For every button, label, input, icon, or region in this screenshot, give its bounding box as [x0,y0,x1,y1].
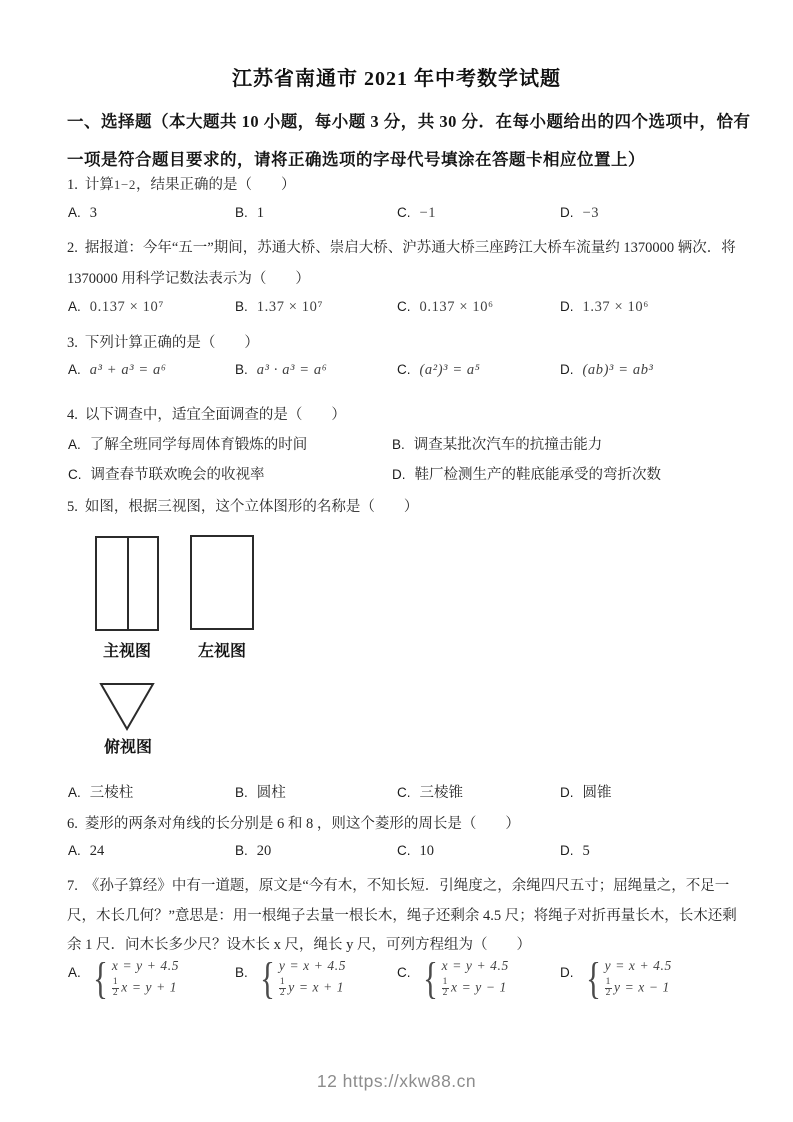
fraction-numerator: 1 [442,977,448,988]
question-3-number: 3. [67,335,78,351]
option-label: A. [68,362,81,377]
question-7-stem-line1 [67,874,729,895]
question-7-option-c [397,954,509,1003]
question-1-option-c [397,205,436,222]
option-text: 调查春节联欢晚会的收视率 [90,467,265,483]
option-text: 鞋厂检测生产的鞋底能承受的弯折次数 [414,467,661,483]
front-view-divider-line [127,538,129,629]
option-text: 24 [89,843,105,859]
option-text: 圆柱 [256,785,286,801]
fraction-numerator: 1 [605,977,611,988]
question-5-options [0,781,793,807]
question-5-option-d [560,781,612,802]
left-view-figure [190,535,254,630]
option-label: B. [235,205,248,220]
option-label: B. [235,843,248,858]
page-footer: 12 https://xkw88.cn [316,1071,477,1091]
option-label: A. [68,437,81,452]
option-text: 1.37 × 10⁶ [582,299,649,315]
question-5-stem [67,495,418,516]
fraction-numerator: 1 [279,977,286,988]
question-3-option-d [560,362,654,379]
equation-2-rhs: = y − 1 [461,979,507,995]
fraction-one-half [112,978,119,999]
option-label: A. [68,785,81,800]
question-3-option-c [397,362,480,379]
option-text: 3 [89,205,98,221]
option-label: B. [235,785,248,800]
equation-2 [605,978,672,999]
question-1-options [0,205,793,231]
question-4-text: 以下调查中，适宜全面调查的是（ ） [84,407,346,423]
option-label: C. [397,205,411,220]
option-text: (a²)³ = a⁵ [419,362,481,378]
equation-2-variable: y [613,979,621,995]
equation-2-variable: x [121,979,128,995]
question-7-stem-line3: 余 1 尺．问木长多少尺？设木长 x 尺，绳长 y 尺，可列方程组为（ ） [67,937,531,953]
option-label: A. [68,843,81,858]
question-6-text: 菱形的两条对角线的长分别是 6 和 8 ，则这个菱形的周长是（ ） [84,816,520,832]
question-6-option-c [397,843,434,860]
question-1-text-pre: 计算 [84,177,114,193]
option-text: 0.137 × 10⁷ [89,299,164,315]
question-7-option-d [560,954,672,1003]
option-label: C. [397,299,411,314]
question-5-option-c [397,781,463,802]
option-text: (ab)³ = ab³ [582,362,654,378]
option-text: a³ + a³ = a⁶ [89,362,167,378]
question-2-options [0,299,793,325]
equation-system [90,954,180,1003]
option-label: D. [560,362,574,377]
fraction-one-half [279,978,286,999]
top-view-label: 俯视图 [103,739,152,756]
option-label: D. [560,299,574,314]
option-text: 了解全班同学每周体育锻炼的时间 [89,437,308,453]
question-5-number: 5. [67,499,78,515]
fraction-one-half [442,978,449,999]
question-7-number: 7. [67,878,78,894]
section-heading-line2: 一项是符合题目要求的，请将正确选项的字母代号填涂在答题卡相应位置上） [67,150,645,169]
question-7-stem-line2: 尺，木长几何？”意思是：用一根绳子去量一根长木，绳子还剩余 4.5 尺；将绳子对折再量长木，长木还剩 [67,908,737,924]
question-2-option-b [235,299,323,316]
question-4-options-row2 [0,463,793,489]
question-2-stem-line1 [67,236,736,257]
option-label: B. [392,437,405,452]
question-5-option-b [235,781,286,802]
option-label: D. [560,965,574,980]
question-4-options-row1 [0,433,793,459]
question-2-option-d [560,299,649,316]
left-brace-icon: { [422,954,438,1003]
question-3-option-b [235,362,327,379]
question-1-option-d [560,205,599,222]
option-text: −3 [582,205,600,221]
equation-1: y = x + 4.5 [604,958,672,974]
question-7-text-line1: 《孙子算经》中有一道题，原文是“今有木，不知长短．引绳度之，余绳四尺五寸；屈绳量之，不足一 [84,878,730,894]
question-1-stem [67,173,296,194]
question-6-option-d [560,843,590,860]
question-3-option-a [68,362,167,379]
question-2-stem-line2: 1370000 用科学记数法表示为（ ） [67,271,310,287]
question-4-option-c [68,463,265,484]
question-6-option-a [68,843,104,860]
equation-2-rhs: = x + 1 [298,979,345,995]
equation-2 [442,978,509,999]
fraction-denominator: 2 [279,988,286,999]
option-label: D. [392,467,406,482]
fraction-denominator: 2 [605,988,611,999]
option-label: C. [397,965,411,980]
option-text: 5 [582,843,590,859]
equation-2-rhs: = x − 1 [624,979,670,995]
equation-1: y = x + 4.5 [278,958,347,974]
equation-system [420,954,509,1003]
question-7-option-a [68,954,180,1003]
option-label: D. [560,843,574,858]
option-label: D. [560,785,574,800]
equation-1: x = y + 4.5 [441,958,509,974]
option-text: 20 [256,843,272,859]
top-view-triangle-figure [98,681,156,733]
question-6-options [0,843,793,869]
page-title: 江苏省南通市 2021 年中考数学试题 [232,68,561,90]
option-text: 调查某批次汽车的抗撞击能力 [413,437,603,453]
question-5-text: 如图，根据三视图，这个立体图形的名称是（ ） [84,499,419,515]
left-brace-icon: { [585,954,601,1003]
equation-system [583,954,672,1003]
option-text: 圆锥 [582,785,612,801]
question-1-expression: 1−2 [113,177,137,192]
option-label: A. [68,299,81,314]
option-text: 1 [256,205,265,221]
option-label: B. [235,299,248,314]
question-2-option-a [68,299,164,316]
option-label: C. [397,362,411,377]
equation-2 [112,978,179,999]
question-2-number: 2. [67,240,78,256]
left-brace-icon: { [92,954,108,1003]
question-6-stem [67,812,520,833]
question-1-option-b [235,205,264,222]
question-7-options [0,954,793,1018]
option-text: 1.37 × 10⁷ [256,299,324,315]
equation-1: x = y + 4.5 [111,958,180,974]
option-text: 三棱柱 [89,785,134,801]
front-view-figure [95,536,159,631]
question-2-option-c [397,299,494,316]
question-1-number: 1. [67,177,78,193]
question-1-option-a [68,205,97,222]
section-heading-line1: 一、选择题（本大题共 10 小题，每小题 3 分，共 30 分．在每小题给出的四个选项中，恰有 [67,112,751,131]
option-label: C. [397,785,411,800]
left-view-label: 左视图 [197,643,246,660]
option-label: D. [560,205,574,220]
option-text: −1 [419,205,437,221]
question-1-text-post: ，结果正确的是（ ） [136,177,296,193]
option-label: C. [397,843,411,858]
option-label: A. [68,965,81,980]
question-7-option-b [235,954,347,1003]
fraction-numerator: 1 [112,977,119,988]
equation-2-variable: x [450,979,458,995]
option-label: B. [235,965,248,980]
fraction-denominator: 2 [442,988,448,999]
question-3-text: 下列计算正确的是（ ） [84,335,259,351]
option-label: B. [235,362,248,377]
question-2-text-line1: 据报道：今年“五一”期间，苏通大桥、崇启大桥、沪苏通大桥三座跨江大桥车流量约 1370000 辆次．将 [84,240,736,256]
question-5-option-a [68,781,133,802]
question-3-stem [67,331,259,352]
question-6-number: 6. [67,816,78,832]
question-4-option-d [392,463,661,484]
option-text: 三棱锥 [419,785,463,801]
fraction-denominator: 2 [112,988,119,999]
equation-2 [279,978,346,999]
question-4-option-a [68,433,307,454]
equation-2-variable: y [288,979,295,995]
equation-system [257,954,347,1003]
option-text: 10 [419,843,434,859]
option-label: C. [68,467,82,482]
question-6-option-b [235,843,271,860]
front-view-label: 主视图 [102,643,151,660]
left-brace-icon: { [259,954,275,1003]
fraction-one-half [605,978,612,999]
equation-2-rhs: = y + 1 [131,979,178,995]
question-3-options [0,362,793,388]
option-label: A. [68,205,81,220]
option-text: 0.137 × 10⁶ [419,299,494,315]
question-4-number: 4. [67,407,78,423]
question-4-stem [67,403,346,424]
option-text: a³ · a³ = a⁶ [256,362,328,378]
question-4-option-b [392,433,602,454]
